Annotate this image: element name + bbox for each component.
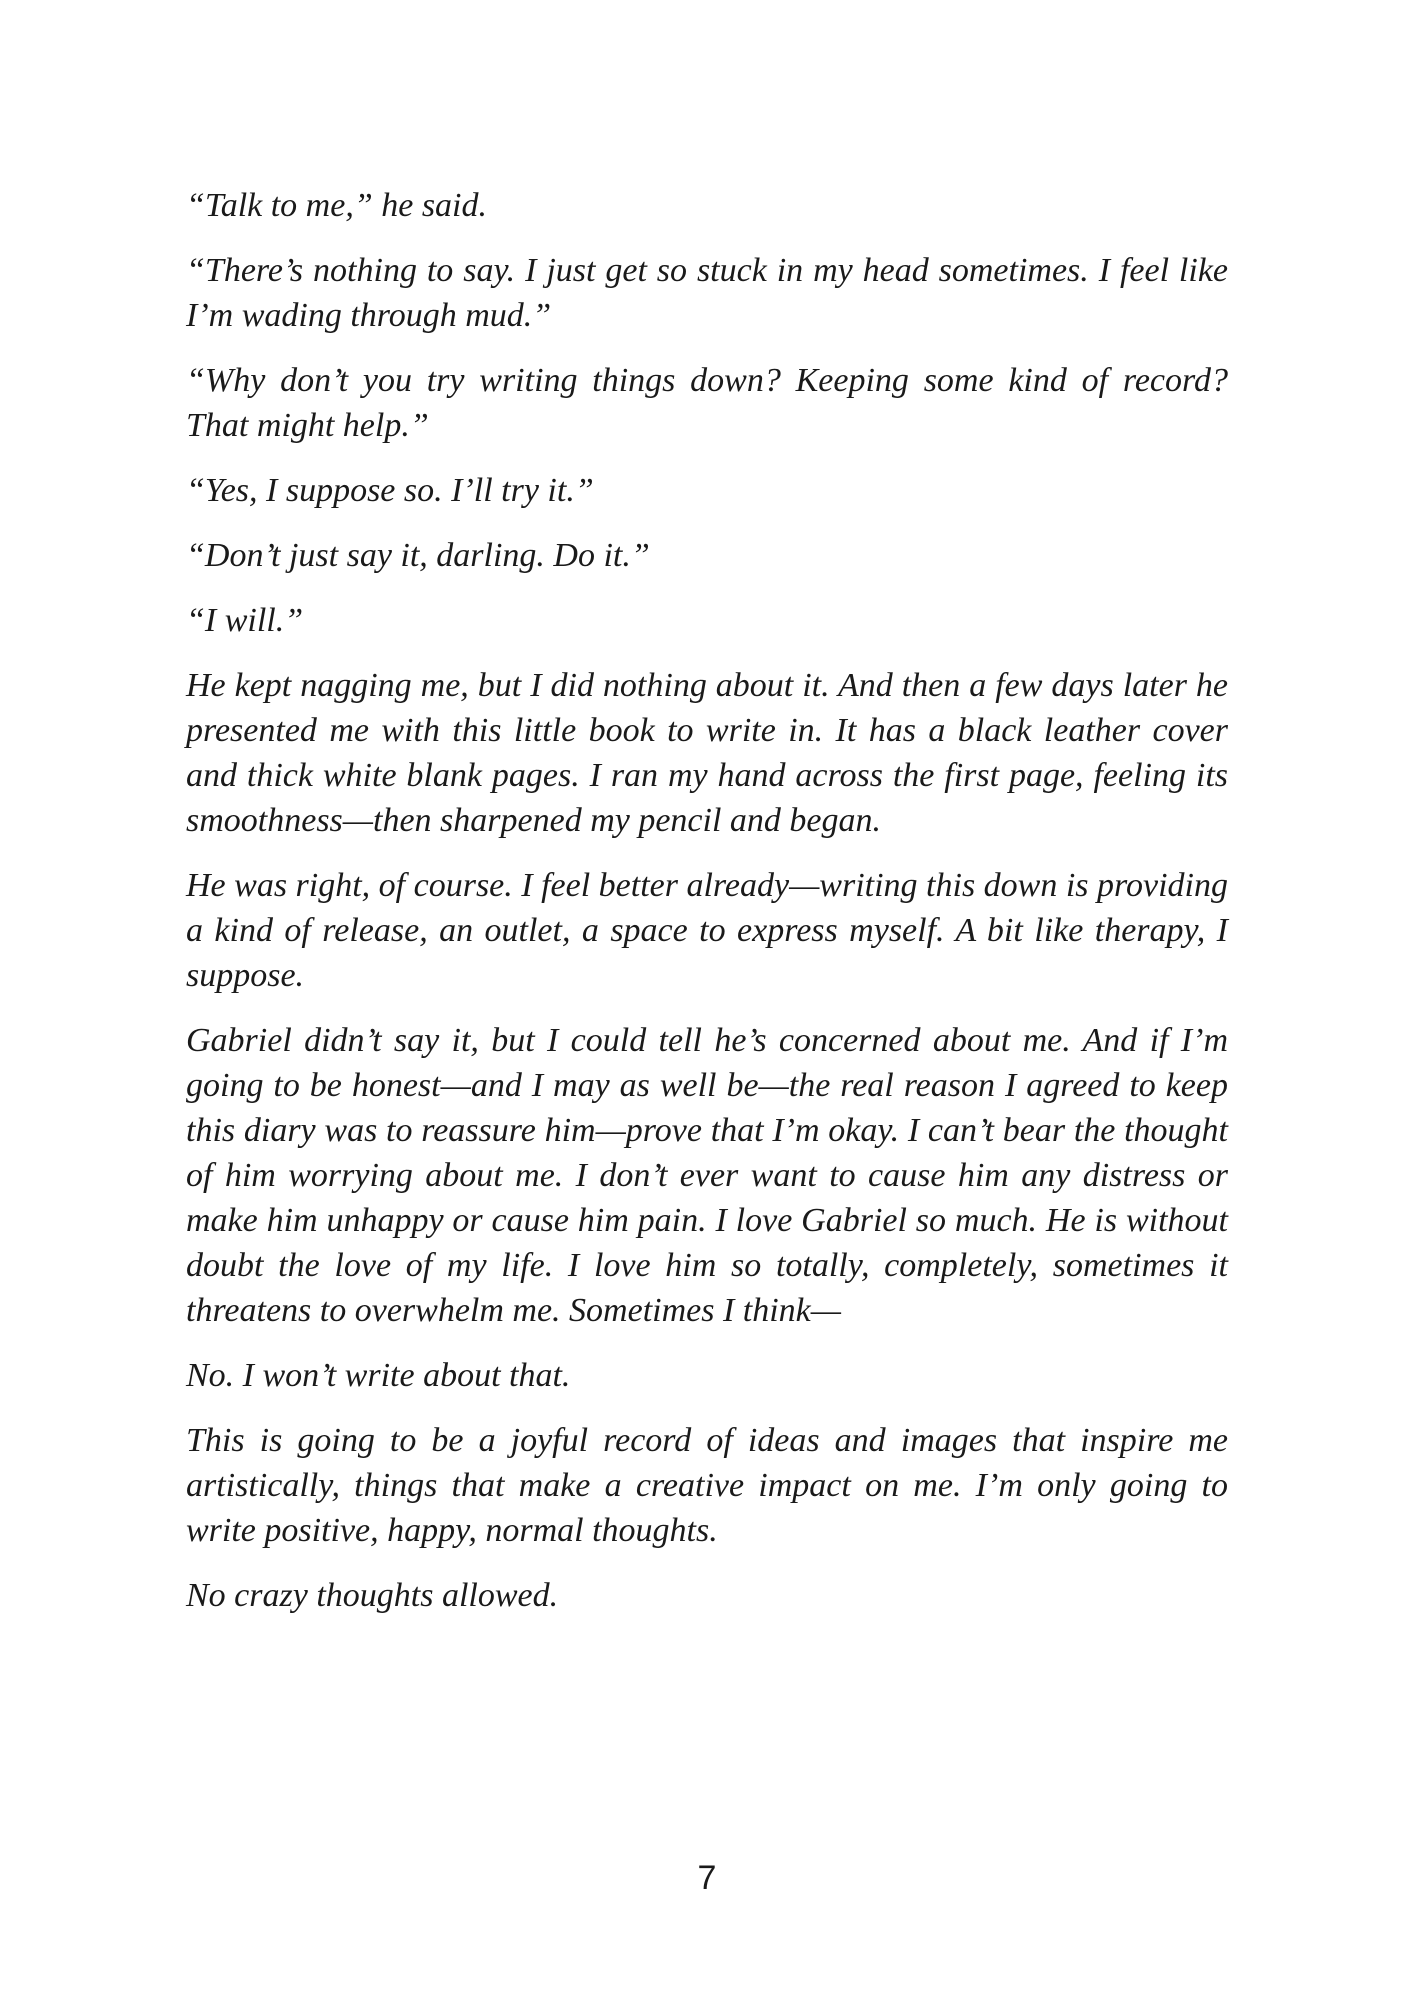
paragraph: “Don’t just say it, darling. Do it.” xyxy=(186,537,650,574)
body-text xyxy=(186,183,1228,1638)
paragraph: “There’s nothing to say. I just get so stuck in my head sometimes. I feel like I’m wading through mud.” xyxy=(186,252,1228,334)
paragraph: He was right, of course. I feel better already—writing this down is providing a kind of release, an outlet, a space to express myself. A bit like therapy, I suppose. xyxy=(186,867,1228,994)
paragraph: He kept nagging me, but I did nothing about it. And then a few days later he presented me with this little book to write in. It has a black leather cover and thick white blank pages. I ran my hand across the first page, feeling its smoothness—then sharpened my pencil and began. xyxy=(186,667,1228,839)
paragraph: Gabriel didn’t say it, but I could tell he’s concerned about me. And if I’m going to be honest—and I may as well be—the real reason I agreed to keep this diary was to reassure him—prove that I’m okay. I can’t bear the thought of him worrying about me. I don’t ever want to cause him any distress or make him unhappy or cause him pain. I love Gabriel so much. He is without doubt the love of my life. I love him so totally, completely, sometimes it threatens to overwhelm me. Sometimes I think— xyxy=(186,1022,1228,1329)
paragraph: “I will.” xyxy=(186,602,304,639)
page-number: 7 xyxy=(697,1859,717,1897)
paragraph: “Yes, I suppose so. I’ll try it.” xyxy=(186,472,594,509)
paragraph: “Talk to me,” he said. xyxy=(186,187,488,224)
paragraph: No crazy thoughts allowed. xyxy=(186,1577,559,1614)
paragraph: This is going to be a joyful record of ideas and images that inspire me artistically, things that make a creative impact on me. I’m only going to write positive, happy, normal thoughts. xyxy=(186,1422,1228,1549)
paragraph: No. I won’t write about that. xyxy=(186,1357,571,1394)
paragraph: “Why don’t you try writing things down? Keeping some kind of record? That might help.” xyxy=(186,362,1228,444)
